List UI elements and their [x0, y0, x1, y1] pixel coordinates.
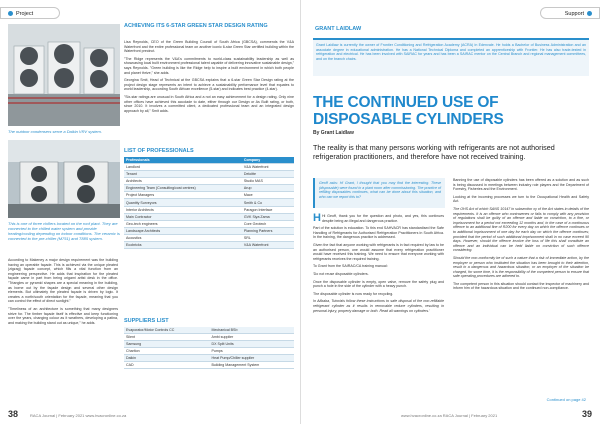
role-cell: Quantity Surveyors [124, 199, 242, 206]
company-cell: Smith & Co [242, 199, 294, 206]
byline: By Grant Laidlaw [313, 130, 354, 136]
section-dot-icon [587, 11, 592, 16]
condensers-caption: The outdoor condensers serve a Daikin VRV system. [8, 129, 102, 134]
paragraph: The disposable cylinder is now ready for recycling. [313, 291, 394, 296]
role-cell: Architects [124, 178, 242, 185]
role-cell: Interior Architects [124, 206, 242, 213]
table-row [124, 185, 294, 192]
table-row [124, 334, 294, 341]
company-cell: Mace [242, 192, 294, 199]
table-row [124, 362, 294, 369]
footer-right: www.hvacronline.co.za RACA Journal | February 2021 [401, 413, 498, 418]
green-star-article [124, 40, 294, 116]
item-cell: Ambi supplier [209, 334, 294, 341]
table-header-row [124, 157, 294, 164]
author-bio: Grant Laidlaw is currently the owner of Frontier Conditioning and Refrigeration Academy (ACRA) in Edenvale. He holds a Bachelor of Business Administration and an associate degree in educational administration. He has a National Technical Diploma and completed an apprenticeship with Frontier. He has also trade-tested in refrigeration and electrical. He has been involved with SAIRAC for years and has been a SAIRAC mentor on the Central Branch and regional management committees, and on the branch chairs. [316, 43, 586, 61]
paragraph: "Six-star ratings are unusual in South Africa and a not an easy achievement for a design rating. Only nine other offices have achieved this accolade to date, either through our Design or As Built rating, or both, since 2010. It involves a committed client, a dedicated professional team and an integrated design approach by all," Smit adds. [124, 94, 294, 113]
table-row [124, 213, 294, 220]
section-heading-green-star: ACHIEVING ITS 6-STAR GREEN STAR DESIGN RATING [124, 23, 268, 29]
section-tab-label: Project [16, 11, 34, 17]
paragraph: To Grant from the SAIRAC/CA training manual: [313, 264, 388, 269]
section-dot-icon [8, 11, 13, 16]
table-row [124, 355, 294, 362]
table-header-cell: Professionals [124, 157, 242, 164]
section-tab-project [0, 7, 60, 19]
paragraph: Should the non-conformity be of such a nature that a risk of immediate action, by the employer or person who instituted the situation has been brought to their attention, result in a dangerous and hazardous situation, or an employer of the situation be charged, for some time, it is the responsibility of the competent person to ensure that safe operating procedures are adhered to. [453, 255, 589, 279]
condensers-photo [8, 24, 120, 126]
company-cell: Core Geotech [242, 220, 294, 227]
page-number-left: 38 [8, 409, 19, 419]
supplier-cell: Charlton [124, 348, 209, 355]
supplier-cell: Silent [124, 334, 209, 341]
table-row [124, 227, 294, 234]
table-row [124, 220, 294, 227]
professionals-table [124, 157, 294, 249]
paragraph [313, 214, 444, 223]
suppliers-heading: SUPPLIERS LIST [124, 318, 169, 324]
drop-cap: H [313, 212, 321, 224]
role-cell: Tenant [124, 171, 242, 178]
item-cell: Building Management System [209, 362, 294, 369]
paragraph: The competent person in this situation should contact the inspector of machinery and inform him of the hazardous situation and the continued non-compliance. [453, 281, 589, 291]
paragraph: The OHS Act of which SANS 10147 in subsection xy of the Act states in details of the requirements. It is an offence who contravenes or fails to comply with any provision of regulations shall be guilty of an offence and liable on conviction, to a fine, or imprisonment for a period not exceeding 12 months and, in the case of a continuous offence to an additional fine of R200 for every day on which the offence continues or to additional imprisonment of one day for each day on which the offence continues; provided that the period of such additional imprisonment shall in no case exceed 90 days. However, should the offence involve the loss of life this shall constitute an offence and an individual can be held liable on conviction of such offence considering. [453, 206, 589, 253]
company-cell: Paragon Interface [242, 206, 294, 213]
company-cell: Arup [242, 185, 294, 192]
table-row [124, 341, 294, 348]
paragraph: "The Ridge represents the V&A's commitments to world-class sustainability leadership as well as showcasing local built environment professional talent capable of delivering innovative sustainable design," says Reynolds. "Green building is like the Ridge help to inspire a built environment in which both people and planet thrive," she adds. [124, 56, 294, 75]
section-tab-label: Support [564, 11, 584, 17]
table-row [124, 164, 294, 171]
company-cell: Deloitte [242, 171, 294, 178]
supplier-cell: Evaporator/Motor Controls CC [124, 327, 209, 334]
paragraph: "Timeliness of an architecture is something that many designers strive for. The timber façade itself is effective and keep functioning over the years, changing colour as it weathers, developing a patina, and making the building stand out as unique," he adds. [8, 306, 118, 325]
table-row [124, 199, 294, 206]
paragraph: Lisa Reynolds, CEO of the Green Building Council of South Africa (GBCSA), commends the V&A Waterfront and the entire professional team on another iconic 6-star Green Star certified building within the Waterfront precinct. [124, 40, 294, 54]
supplier-cell: Daikin [124, 355, 209, 362]
reader-question-box [313, 178, 445, 208]
page-number-right: 39 [581, 409, 592, 419]
footer-left: RACA Journal | February 2021 www.hvacronline.co.za [30, 413, 127, 418]
company-cell: V&A Waterfront [242, 241, 294, 248]
company-cell: SRL [242, 234, 294, 241]
paragraph: Given the fact that anyone working with refrigerants is in fact required by law to be an authorised person, one would assume that every refrigeration practitioner would have received this training. We need to ensure that everyone working with refrigerants receives the required training. [313, 242, 444, 261]
role-cell: Landlord [124, 164, 242, 171]
role-cell: Main Contractor [124, 213, 242, 220]
suppliers-table [124, 327, 294, 369]
item-cell: Mechanical BSb [209, 327, 294, 334]
item-cell: Pumps [209, 348, 294, 355]
role-cell: Ecobricks [124, 241, 242, 248]
chillers-photo [8, 140, 120, 218]
article-column-2 [453, 178, 589, 294]
company-cell: Studio MAS [242, 178, 294, 185]
article-title: THE CONTINUED USE OF DISPOSABLE CYLINDERS [313, 94, 504, 128]
section-tab-support [540, 7, 600, 19]
reader-question: Geoff asks: Hi Grant, I thought that you may find the interesting. These (disposable) were found in a plant room after commissioning. The practice of refilling disposables continues, what can be done about this situation, and who can we report this to? [319, 181, 441, 199]
chillers-illustration [8, 140, 120, 218]
role-cell: Engineering Team (Consulting/cost centres) [124, 185, 242, 192]
role-cell: Landscape Architects [124, 227, 242, 234]
table-row [124, 178, 294, 185]
role-cell: Acoustics [124, 234, 242, 241]
supplier-cell: Samsung [124, 341, 209, 348]
paragraph: According to Makeney a major design requirement was the building having an operable façade. This is achieved via the unique pleated (zigzag) façade concept, which fills a vital function from an engineering perspective. He adds that inspiration for the pleated façade came in part from being origami artist desk in the office. "Triangles or pyramid shapes are a special meaning in the building, as borne out by the façade design and several other design elements. But ultimately the pleated façade is driven by logic. It creates a north/south orientation for the façade, meaning that you can control the effect of direct sunlight." [8, 258, 118, 304]
item-cell: Heat Pump/Chiller supplier [209, 355, 294, 362]
paragraph: Banning the use of disposable cylinders has been offered as a solution and as such is being discussed in meetings between industry role players and the Department of Forestry, Fisheries and the Environment. [453, 178, 589, 192]
right-page [300, 0, 600, 424]
author-heading: GRANT LAIDLAW [315, 26, 362, 32]
role-cell: Geo-tech engineers [124, 220, 242, 227]
company-cell: GVK Siya Zama [242, 213, 294, 220]
paragraph: Part of the solution is education. To this end SAHVACR has standardised the Safe Handling of Refrigerants for Authorised Refrigeration Practitioners in South Africa. In the training, the dangerous practice is addressed. [313, 226, 444, 240]
chillers-caption: This is one of three chillers located on the roof plant. They are connected to the chilled water system and provide heating/cooling depending on indoor conditions. The ceramic is connected to the pre-chiller (M751) and T885 system. [8, 221, 120, 241]
standfirst: The reality is that many persons working with refrigerants are not authorised refrigeration practitioners, and therefore have not received training. [313, 143, 555, 161]
role-cell: Project Managers [124, 192, 242, 199]
author-bio-box [313, 38, 589, 76]
table-row [124, 171, 294, 178]
professionals-heading: LIST OF PROFESSIONALS [124, 148, 194, 154]
company-cell: Planning Partners [242, 227, 294, 234]
paragraph-text: Hi Geoff, thank you for the question and photo, and yes, this continues despite being an illegal and dangerous practice. [321, 214, 444, 223]
paragraph: Once the disposable cylinder is empty, open valve, remove the safety plug and punch a hole in the side of the cylinder with a heavy punch. [313, 279, 444, 289]
supplier-cell: CAD [124, 362, 209, 369]
paragraph: Georgina Smit, Head of Technical at the GBCSA explains that a 6-star Green Star Design rating at the project design stage represents an intent to achieve a sustainability performance level that equates to world leadership, according South African excellence (5-star) and indicates best practice (4-star). [124, 78, 294, 92]
table-row [124, 348, 294, 355]
paragraph: 'Do not reuse disposable cylinders. [313, 271, 369, 276]
paragraph: Looking at the incoming processes we turn to the Occupational Health and Safety Act. [453, 194, 589, 204]
facade-article [8, 258, 118, 328]
paragraph: In Alibaba, Tutorials follow these instructions to safe disposal of the non-refillable refrigerant cylinder as it results in removable reduce cylinders, resulting in personal injury, property damage or both. Read all warnings on cylinders.' [313, 299, 444, 313]
continued-note: Continued on page 42 [546, 397, 586, 402]
table-row [124, 234, 294, 241]
table-row [124, 192, 294, 199]
table-row [124, 327, 294, 334]
table-header-cell: Company [242, 157, 294, 164]
condensers-illustration [8, 24, 120, 126]
item-cell: DX Split Units [209, 341, 294, 348]
table-row [124, 206, 294, 213]
company-cell: V&A Waterfront [242, 164, 294, 171]
table-row [124, 241, 294, 248]
article-column-1 [313, 214, 444, 316]
